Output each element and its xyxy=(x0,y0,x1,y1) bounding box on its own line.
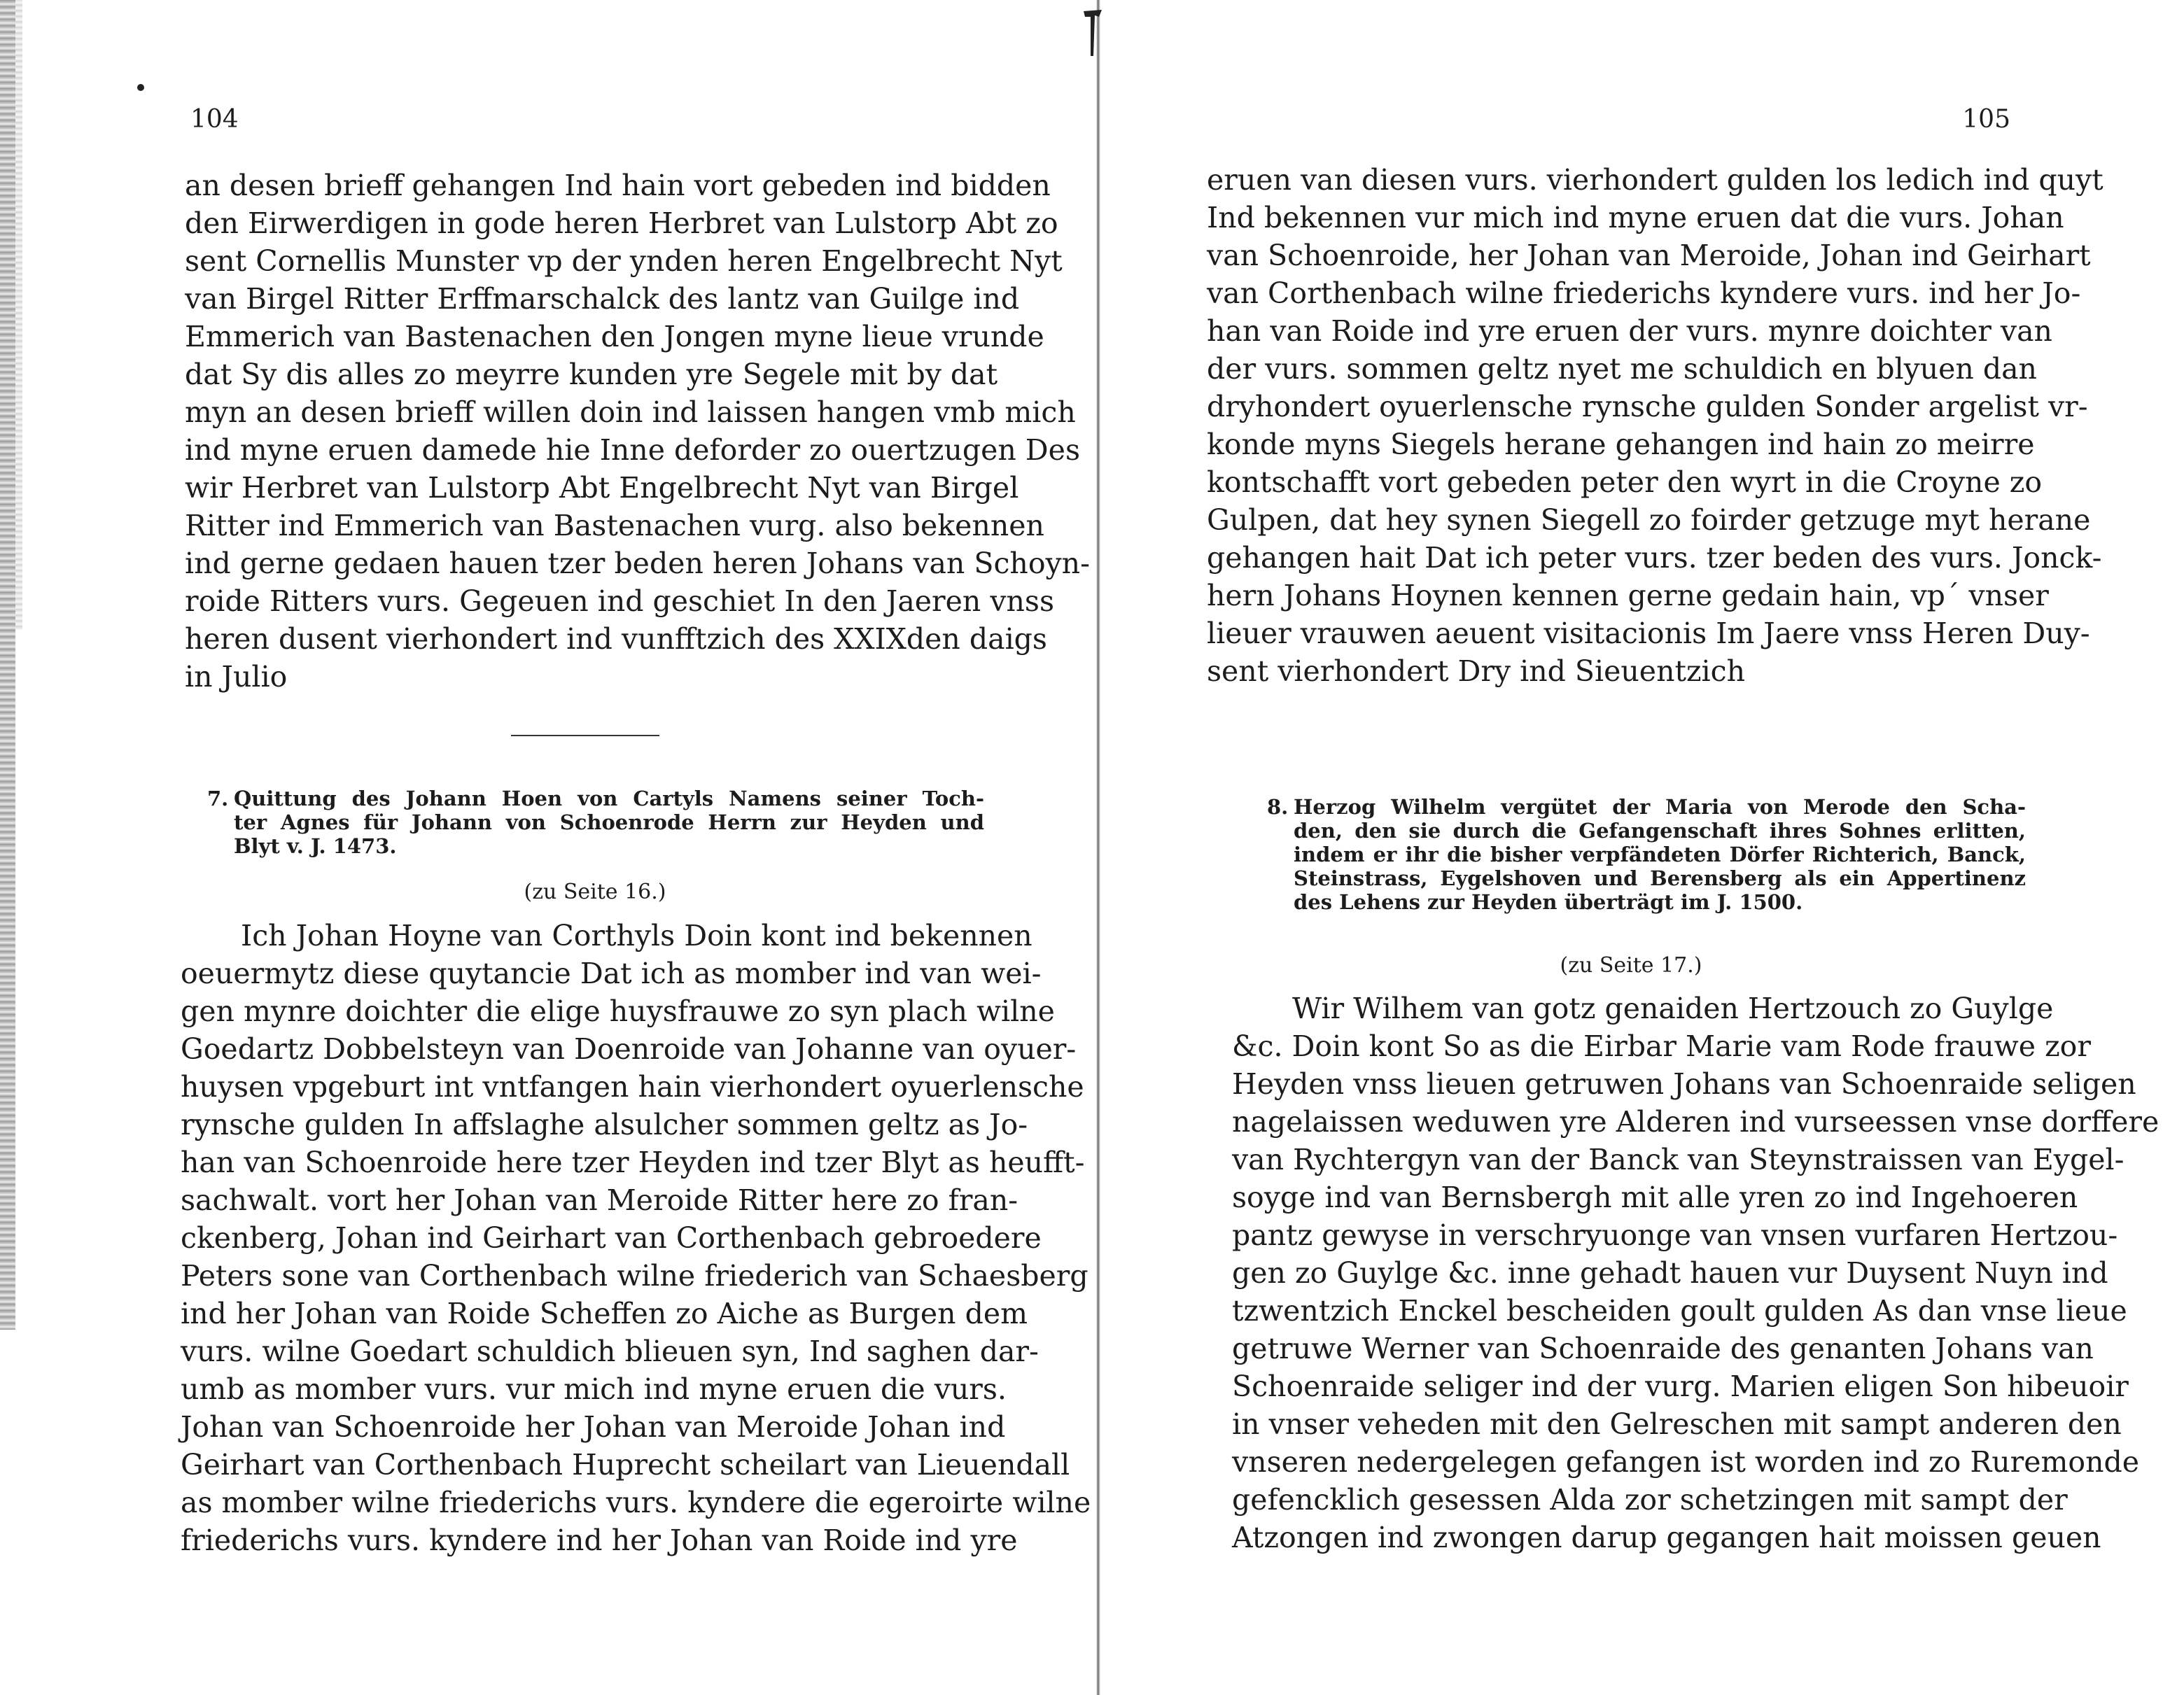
heading-line: indem er ihr die bisher verpfändeten Dörfer Richterich, Banck, xyxy=(1294,843,2026,866)
body-text xyxy=(185,167,1090,696)
section-heading xyxy=(207,787,984,858)
text-line: Ritter ind Emmerich van Bastenachen vurg. also bekennen xyxy=(185,509,1044,542)
text-line: getruwe Werner van Schoenraide des genanten Johans van xyxy=(1232,1332,2094,1365)
text-line: Schoenraide seliger ind der vurg. Marien eligen Son hibeuoir xyxy=(1232,1370,2129,1403)
heading-line: den, den sie durch die Gefangenschaft ihres Sohnes erlitten, xyxy=(1294,819,2026,843)
text-line: lieuer vrauwen aeuent visitacionis Im Jaere vnss Heren Duy- xyxy=(1207,617,2090,650)
text-line: Emmerich van Bastenachen den Jongen myne lieue vrunde xyxy=(185,320,1044,353)
text-line: Goedartz Dobbelsteyn van Doenroide van Johanne van oyuer- xyxy=(181,1032,1077,1066)
text-line: Peters sone van Corthenbach wilne friederich van Schaesberg xyxy=(181,1259,1088,1293)
text-line: rynsche gulden In affslaghe alsulcher sommen geltz as Jo- xyxy=(181,1108,1028,1141)
section-number: 7. xyxy=(207,787,229,810)
text-line: sachwalt. vort her Johan van Meroide Ritter here zo fran- xyxy=(181,1183,1018,1217)
section-number: 8. xyxy=(1267,795,1289,819)
heading-line: Steinstrass, Eygelshoven und Berensberg als ein Appertinenz xyxy=(1294,866,2026,890)
page-number: 105 xyxy=(1962,105,2010,134)
text-line: van Schoenroide, her Johan van Meroide, Johan ind Geirhart xyxy=(1207,239,2091,272)
text-line: in vnser veheden mit den Gelreschen mit sampt anderen den xyxy=(1232,1407,2122,1441)
text-line: myn an desen brieff willen doin ind laissen hangen vmb mich xyxy=(185,395,1076,429)
text-line: friederichs vurs. kyndere ind her Johan van Roide ind yre xyxy=(181,1524,1018,1557)
text-line: konde myns Siegels herane gehangen ind hain zo meirre xyxy=(1207,428,2035,461)
text-line: roide Ritters vurs. Gegeuen ind geschiet In den Jaeren vnss xyxy=(185,584,1054,618)
text-line: dat Sy dis alles zo meyrre kunden yre Segele mit by dat xyxy=(185,358,998,391)
text-line: ind gerne gedaen hauen tzer beden heren Johans van Schoyn- xyxy=(185,547,1090,580)
heading-line: des Lehens zur Heyden überträgt im J. 1500. xyxy=(1294,890,1803,914)
body-text xyxy=(1207,161,2104,690)
page-number: 104 xyxy=(190,105,239,134)
heading-line: Blyt v. J. 1473. xyxy=(234,834,397,858)
text-line: umb as momber vurs. vur mich ind myne eruen die vurs. xyxy=(181,1372,1007,1406)
text-line: &c. Doin kont So as die Eirbar Marie vam Rode frauwe zor xyxy=(1232,1029,2091,1063)
text-line: der vurs. sommen geltz nyet me schuldich en blyuen dan xyxy=(1207,352,2037,386)
text-line: van Birgel Ritter Erffmarschalck des lantz van Guilge ind xyxy=(185,282,1020,316)
text-line: Wir Wilhem van gotz genaiden Hertzouch zo Guylge xyxy=(1292,992,2054,1025)
text-line: han van Schoenroide here tzer Heyden ind tzer Blyt as heufft- xyxy=(181,1146,1085,1179)
text-line: Gulpen, dat hey synen Siegell zo foirder getzuge myt herane xyxy=(1207,503,2091,537)
text-line: hern Johans Hoynen kennen gerne gedain hain, vp´ vnser xyxy=(1207,579,2049,612)
text-line: den Eirwerdigen in gode heren Herbret van Lulstorp Abt zo xyxy=(185,206,1058,240)
text-line: dryhondert oyuerlensche rynsche gulden Sonder argelist vr- xyxy=(1207,390,2088,423)
text-line: Heyden vnss lieuen getruwen Johans van Schoenraide seligen xyxy=(1232,1067,2136,1101)
text-line: gen zo Guylge &c. inne gehadt hauen vur Duysent Nuyn ind xyxy=(1232,1256,2108,1290)
text-line: Johan van Schoenroide her Johan van Meroide Johan ind xyxy=(181,1410,1006,1444)
text-line: gefencklich gesessen Alda zor schetzingen mit sampt der xyxy=(1232,1483,2068,1517)
text-line: Atzongen ind zwongen darup gegangen hait moissen geuen xyxy=(1232,1521,2101,1554)
heading-line: ter Agnes für Johann von Schoenrode Herrn zur Heyden und xyxy=(234,810,984,834)
heading-line: Herzog Wilhelm vergütet der Maria von Merode den Scha- xyxy=(1294,795,2026,819)
text-line: ckenberg, Johan ind Geirhart van Corthenbach gebroedere xyxy=(181,1221,1042,1255)
text-line: van Rychtergyn van der Banck van Steynstraissen van Eygel- xyxy=(1232,1143,2124,1176)
text-line: tzwentzich Enckel bescheiden goult gulden As dan vnse lieue xyxy=(1232,1294,2127,1328)
text-line: pantz gewyse in verschryuonge van vnsen vurfaren Hertzou- xyxy=(1232,1218,2118,1252)
text-line: oeuermytz diese quytancie Dat ich as momber ind van wei- xyxy=(181,957,1042,990)
text-line: nagelaissen weduwen yre Alderen ind vurseessen vnse dorffere xyxy=(1232,1105,2160,1139)
section-reference: (zu Seite 17.) xyxy=(1560,953,1702,978)
text-line: van Corthenbach wilne friederichs kyndere vurs. ind her Jo- xyxy=(1207,276,2081,310)
text-line: Ich Johan Hoyne van Corthyls Doin kont ind bekennen xyxy=(241,919,1032,952)
text-line: Geirhart van Corthenbach Huprecht scheilart van Lieuendall xyxy=(181,1448,1070,1482)
text-line: han van Roide ind yre eruen der vurs. mynre doichter van xyxy=(1207,314,2052,348)
section-divider xyxy=(511,735,659,736)
text-line: heren dusent vierhondert ind vunfftzich des XXIXden daigs xyxy=(185,622,1047,656)
text-line: vnseren nedergelegen gefangen ist worden ind zo Ruremonde xyxy=(1232,1445,2139,1479)
text-line: sent Cornellis Munster vp der ynden heren Engelbrecht Nyt xyxy=(185,244,1063,278)
section-reference: (zu Seite 16.) xyxy=(524,880,666,904)
text-line: an desen brieff gehangen Ind hain vort gebeden ind bidden xyxy=(185,169,1051,202)
text-line: ind myne eruen damede hie Inne deforder zo ouertzugen Des xyxy=(185,433,1080,467)
text-line: wir Herbret van Lulstorp Abt Engelbrecht Nyt van Birgel xyxy=(185,471,1019,505)
text-line: kontschafft vort gebeden peter den wyrt in die Croyne zo xyxy=(1207,465,2043,499)
text-line: eruen van diesen vurs. vierhondert gulden los ledich ind quyt xyxy=(1207,163,2104,197)
body-text xyxy=(181,917,1091,1559)
text-line: gen mynre doichter die elige huysfrauwe zo syn plach wilne xyxy=(181,994,1055,1028)
heading-line: Quittung des Johann Hoen von Cartyls Namens seiner Toch- xyxy=(234,787,984,810)
text-line: soyge ind van Bernsbergh mit alle yren zo ind Ingehoeren xyxy=(1232,1181,2078,1214)
right-page xyxy=(1092,0,2184,1695)
text-line: ind her Johan van Roide Scheffen zo Aiche as Burgen dem xyxy=(181,1297,1028,1330)
text-line: gehangen hait Dat ich peter vurs. tzer beden des vurs. Jonck- xyxy=(1207,541,2102,575)
text-line: Ind bekennen vur mich ind myne eruen dat die vurs. Johan xyxy=(1207,201,2064,234)
body-text xyxy=(1232,990,2160,1556)
text-line: in Julio xyxy=(185,660,288,694)
text-line: sent vierhondert Dry ind Sieuentzich xyxy=(1207,654,1746,688)
text-line: huysen vpgeburt int vntfangen hain vierhondert oyuerlensche xyxy=(181,1070,1084,1104)
section-heading xyxy=(1267,795,2026,914)
text-line: vurs. wilne Goedart schuldich blieuen syn, Ind saghen dar- xyxy=(181,1335,1039,1368)
text-line: as momber wilne friederichs vurs. kyndere die egeroirte wilne xyxy=(181,1486,1091,1519)
